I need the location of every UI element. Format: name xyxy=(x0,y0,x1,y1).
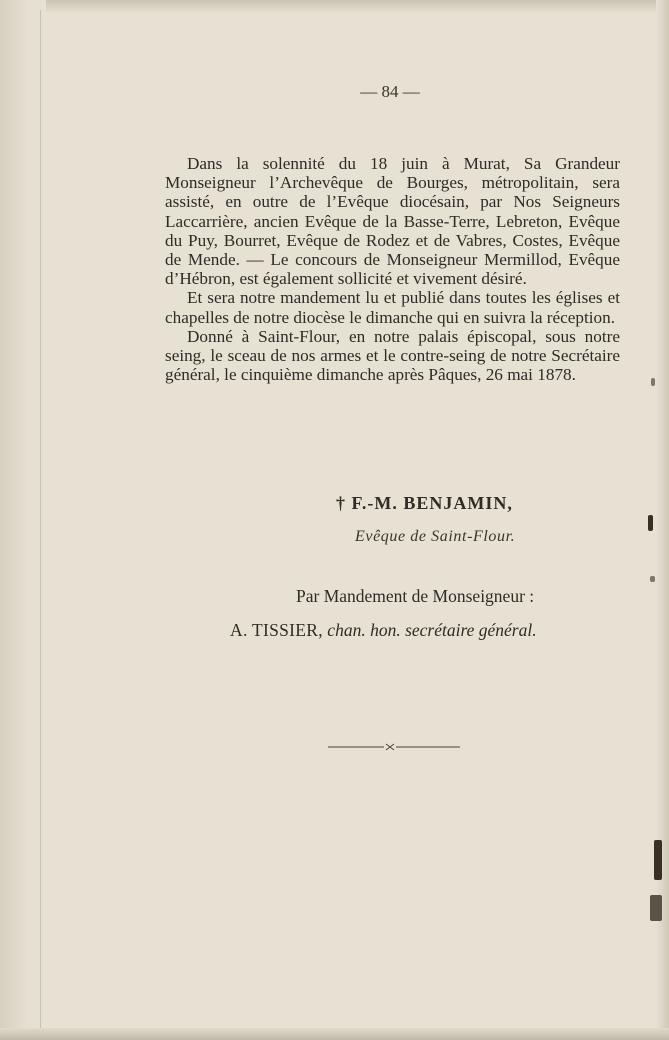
body-text xyxy=(165,154,620,384)
page-right-edge xyxy=(656,0,669,1040)
secretary-name: A. TISSIER, xyxy=(230,620,323,640)
edge-stain-mark xyxy=(650,895,662,921)
gutter-fold-line xyxy=(40,10,41,1030)
bishop-signature: † F.-M. BENJAMIN, xyxy=(336,493,513,513)
page-top-edge xyxy=(0,0,669,12)
mandate-line: Par Mandement de Monseigneur : xyxy=(296,586,535,606)
edge-stain-mark xyxy=(648,515,653,531)
edge-stain-mark xyxy=(650,576,655,582)
paragraph-solemnity: Dans la solennité du 18 juin à Murat, Sa Grandeur Monseigneur l’Archevêque de Bourges, métropolitain, sera assisté, en outre de l’Evêque diocésain, par Nos Seigneurs Laccarrière, ancien Evêque de la Basse-Terre, Lebreton, Evêque du Puy, Bourret, Evêque de Rodez et de Vabres, Costes, Evêque de Mende. — Le concours de Monseigneur Mermillod, Evêque d’Hébron, est également sollicité et vivement désiré. xyxy=(165,154,620,289)
bishop-title: Evêque de Saint-Flour. xyxy=(355,528,516,545)
secretary-line xyxy=(230,620,537,641)
edge-stain-mark xyxy=(651,378,655,386)
paragraph-given-at: Donné à Saint-Flour, en notre palais épiscopal, sous notre seing, le sceau de nos armes et le contre-seing de notre Secrétaire général, le cinquième dimanche après Pâques, 26 mai 1878. xyxy=(165,326,620,385)
secretary-role: chan. hon. secrétaire général. xyxy=(327,620,537,640)
edge-stain-mark xyxy=(654,840,662,880)
page-number: — 84 — xyxy=(360,82,420,101)
paragraph-mandate-reading: Et sera notre mandement lu et publié dans toutes les églises et chapelles de notre diocèse le dimanche qui en suivra la réception. xyxy=(165,288,620,327)
ornament-divider xyxy=(328,738,460,756)
page-bottom-edge xyxy=(0,1028,669,1040)
